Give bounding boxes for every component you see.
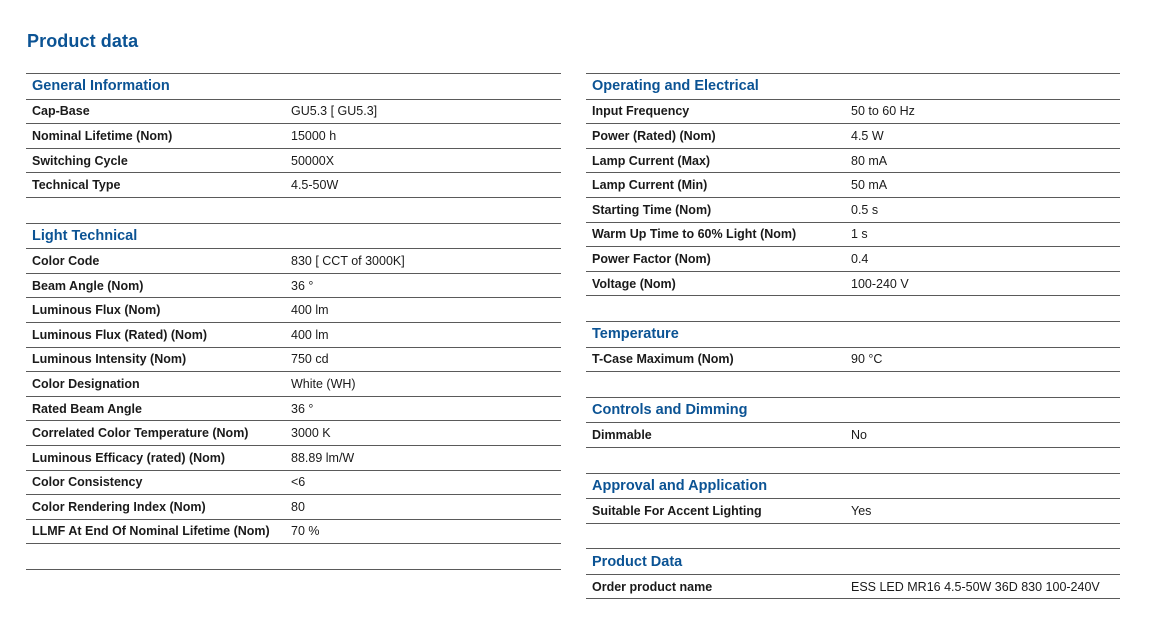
table-row: [26, 249, 561, 274]
row-value: ESS LED MR16 4.5-50W 36D 830 100-240V: [851, 579, 1100, 594]
row-label: Lamp Current (Min): [592, 178, 708, 193]
row-label: Suitable For Accent Lighting: [592, 503, 762, 518]
row-value: 400 lm: [291, 327, 329, 342]
table-row: [586, 198, 1120, 223]
row-value: 0.5 s: [851, 202, 879, 217]
table-row: [586, 575, 1120, 600]
row-label: Nominal Lifetime (Nom): [32, 128, 173, 143]
table-row: [586, 124, 1120, 149]
row-value: 80 mA: [851, 153, 888, 168]
row-value: GU5.3 [ GU5.3]: [291, 104, 378, 119]
row-label: Order product name: [592, 579, 713, 594]
page-title: Product data: [27, 31, 139, 51]
row-value: 100-240 V: [851, 276, 909, 291]
row-label: Beam Angle (Nom): [32, 278, 144, 293]
row-value: 50 to 60 Hz: [851, 104, 915, 119]
table-row: [26, 372, 561, 397]
row-label: Luminous Intensity (Nom): [32, 352, 187, 367]
table-row: [26, 274, 561, 299]
row-value: 0.4: [851, 251, 869, 266]
row-value: 4.5-50W: [291, 178, 339, 193]
row-label: Switching Cycle: [32, 153, 128, 168]
section-spacer: [586, 296, 1120, 322]
row-label: Luminous Efficacy (rated) (Nom): [32, 450, 226, 465]
table-row: [26, 124, 561, 149]
row-value: 4.5 W: [851, 128, 884, 143]
row-label: Luminous Flux (Nom): [32, 303, 161, 318]
section-spacer: [26, 544, 561, 570]
row-label: T-Case Maximum (Nom): [592, 352, 734, 367]
right-column: [586, 73, 1120, 599]
left-column: [26, 73, 561, 570]
table-row: [586, 223, 1120, 248]
table-row: [586, 348, 1120, 373]
row-value: 36 °: [291, 401, 314, 416]
row-label: Warm Up Time to 60% Light (Nom): [592, 227, 797, 242]
row-value: 70 %: [291, 524, 320, 539]
table-row: [26, 520, 561, 545]
row-value: 50000X: [291, 153, 335, 168]
section-spacer: [586, 448, 1120, 474]
table-row: [586, 423, 1120, 448]
row-label: Starting Time (Nom): [592, 202, 712, 217]
table-row: [26, 397, 561, 422]
row-label: Color Code: [32, 253, 100, 268]
row-value: 830 [ CCT of 3000K]: [291, 253, 405, 268]
section-title-light-technical: Light Technical: [26, 224, 561, 250]
row-label: Power Factor (Nom): [592, 251, 711, 266]
row-value: White (WH): [291, 376, 356, 391]
table-row: [586, 272, 1120, 297]
row-value: 1 s: [851, 227, 868, 242]
row-value: 88.89 lm/W: [291, 450, 355, 465]
row-value: 36 °: [291, 278, 314, 293]
row-value: 50 mA: [851, 178, 888, 193]
table-row: [586, 247, 1120, 272]
section-title-approval-and-application: Approval and Application: [586, 474, 1120, 500]
table-row: [26, 471, 561, 496]
table-row: [26, 173, 561, 198]
table-row: [586, 100, 1120, 125]
row-label: Rated Beam Angle: [32, 401, 142, 416]
row-value: <6: [291, 475, 306, 490]
section-spacer: [26, 198, 561, 224]
table-row: [586, 173, 1120, 198]
row-label: LLMF At End Of Nominal Lifetime (Nom): [32, 524, 270, 539]
section-title-product-data: Product Data: [586, 549, 1120, 575]
row-value: 400 lm: [291, 303, 329, 318]
table-row: [26, 446, 561, 471]
section-title-controls-and-dimming: Controls and Dimming: [586, 398, 1120, 424]
row-value: No: [851, 428, 867, 443]
row-label: Input Frequency: [592, 104, 690, 119]
table-row: [586, 499, 1120, 524]
row-label: Correlated Color Temperature (Nom): [32, 426, 249, 441]
row-label: Cap-Base: [32, 104, 90, 119]
section-spacer: [586, 524, 1120, 550]
section-title-temperature: Temperature: [586, 322, 1120, 348]
row-value: 3000 K: [291, 426, 331, 441]
row-value: 90 °C: [851, 352, 883, 367]
row-label: Color Designation: [32, 376, 140, 391]
table-row: [26, 100, 561, 125]
row-value: Yes: [851, 503, 872, 518]
row-label: Dimmable: [592, 428, 652, 443]
row-value: 750 cd: [291, 352, 329, 367]
table-row: [26, 495, 561, 520]
table-row: [26, 149, 561, 174]
row-label: Technical Type: [32, 178, 121, 193]
row-value: 80: [291, 499, 305, 514]
row-label: Lamp Current (Max): [592, 153, 711, 168]
table-row: [26, 421, 561, 446]
row-label: Luminous Flux (Rated) (Nom): [32, 327, 207, 342]
row-label: Color Rendering Index (Nom): [32, 499, 206, 514]
section-spacer: [586, 372, 1120, 398]
row-label: Voltage (Nom): [592, 276, 676, 291]
row-label: Power (Rated) (Nom): [592, 128, 716, 143]
table-row: [26, 298, 561, 323]
table-row: [26, 323, 561, 348]
table-row: [586, 149, 1120, 174]
section-title-general-information: General Information: [26, 74, 561, 100]
section-title-operating-and-electrical: Operating and Electrical: [586, 74, 1120, 100]
row-value: 15000 h: [291, 128, 337, 143]
table-row: [26, 348, 561, 373]
row-label: Color Consistency: [32, 475, 143, 490]
